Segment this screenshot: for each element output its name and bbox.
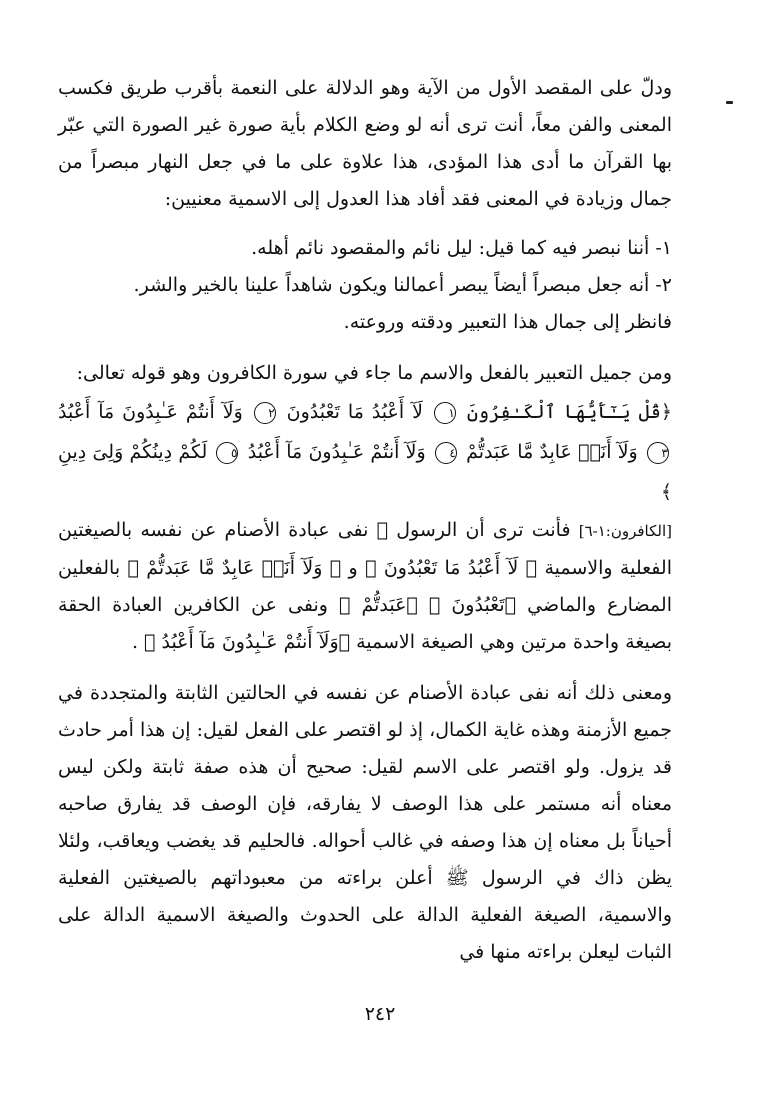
quote-2: ﴿ وَلَآ أَنَا۠ عَابِدٌ مَّا عَبَدتُّمْ ﴾	[127, 557, 342, 579]
surah-reference: [الكافرون:١-٦]	[578, 522, 672, 540]
analysis-text-3: بالفعلين المضارع والماضي	[58, 557, 672, 616]
verse-open-bracket: ﴿	[660, 401, 672, 423]
verse-5: وَلَآ أَنتُمْ عَـٰبِدُونَ مَآ أَعْبُدُ	[247, 441, 426, 463]
analysis-text-5: .	[131, 631, 138, 653]
verse-close-bracket: ﴾	[660, 481, 672, 503]
main-text	[58, 70, 672, 971]
analysis-text-1: فأنت ترى أن الرسول ﷺ نفى عبادة الأصنام عن نفسه بالصيغتين الفعلية والاسمية	[58, 519, 672, 579]
verse-number-1: ١	[434, 402, 456, 424]
list-item-2: ٢- أنه جعل مبصراً أيضاً يبصر أعمالنا ويكون شاهداً علينا بالخير والشر.	[133, 274, 672, 296]
analysis-text-4: ونفى عن الكافرين العبادة الحقة بصيغة واحدة مرتين وهي الصيغة الاسمية	[58, 594, 672, 653]
quote-3: ﴿تَعْبُدُونَ ﴾	[428, 594, 517, 616]
verse-number-2: ٢	[254, 402, 276, 424]
analysis-text-2: و	[348, 557, 358, 579]
margin-mark	[726, 101, 733, 104]
quote-1: ﴿ لَآ أَعْبُدُ مَا تَعْبُدُونَ ﴾	[365, 557, 538, 579]
verse-4: وَلَآ أَنَا۠ عَابِدٌ مَّا عَبَدتُّمْ	[466, 441, 638, 463]
quran-verse	[58, 392, 672, 512]
paragraph-surah-intro: ومن جميل التعبير بالفعل والاسم ما جاء في سورة الكافرون وهو قوله تعالى:	[76, 362, 672, 384]
quote-5: ﴿وَلَآ أَنتُمْ عَـٰبِدُونَ مَآ أَعْبُدُ ﴾	[144, 631, 351, 653]
verse-number-4: ٤	[435, 442, 457, 464]
verse-number-5: ٥	[216, 442, 238, 464]
verse-6: لَكُمْ دِينُكُمْ وَلِىَ دِينِ	[58, 441, 208, 463]
verse-3: وَلَآ أَنتُمْ عَـٰبِدُونَ مَآ أَعْبُدُ	[58, 401, 243, 423]
paragraph-conclusion: فانظر إلى جمال هذا التعبير ودقته وروعته.	[343, 311, 672, 333]
paragraph-meaning: ومعنى ذلك أنه نفى عبادة الأصنام عن نفسه في الحالتين الثابتة والمتجددة في جميع الأزمنة وهذه غاية الكمال، إذ لو اقتصر على الفعل لقيل: إن هذا أمر حادث قد يزول. ولو اقتصر على الاسم لقيل: صحيح أن هذه صفة ثابتة ولكن ليس معناه أنه مستمر على هذا الوصف لا يفارقه، فإن الوصف قد يفارق صاحبه أحياناً بل معناه إن هذا وصفه في غالب أحواله. فالحليم قد يغضب ويعاقب، ولئلا يظن ذاك في الرسول ﷺ أعلن براءته من معبوداتهم بالصيغتين الفعلية والاسمية، الصيغة الفعلية الدالة على الحدوث والصيغة الاسمية الدالة على الثبات ليعلن براءته منها في	[58, 682, 672, 963]
quote-4: ﴿عَبَدتُّمْ ﴾	[338, 594, 418, 616]
verse-2: لَآ أَعْبُدُ مَا تَعْبُدُونَ	[286, 401, 423, 423]
verse-number-3: ٣	[647, 442, 669, 464]
paragraph-intro: ودلّ على المقصد الأول من الآية وهو الدلالة على النعمة بأقرب طريق فكسب المعنى والفن معاً، أنت ترى أنه لو وضع الكلام بأية صورة غير الصورة التي عبّر بها القرآن ما أدى هذا المؤدى، هذا علاوة على ما في جعل النهار مبصراً من جمال وزيادة في المعنى فقد أفاد هذا العدول إلى الاسمية معنيين:	[58, 77, 672, 210]
page-number: ٢٤٢	[364, 1003, 396, 1025]
list-item-1: ١- أننا نبصر فيه كما قيل: ليل نائم والمقصود نائم أهله.	[251, 237, 672, 259]
paragraph-analysis	[58, 512, 672, 661]
verse-1: قُلْ يَـٰٓأَيُّهَا ٱلْكَـٰفِرُونَ	[466, 401, 661, 423]
